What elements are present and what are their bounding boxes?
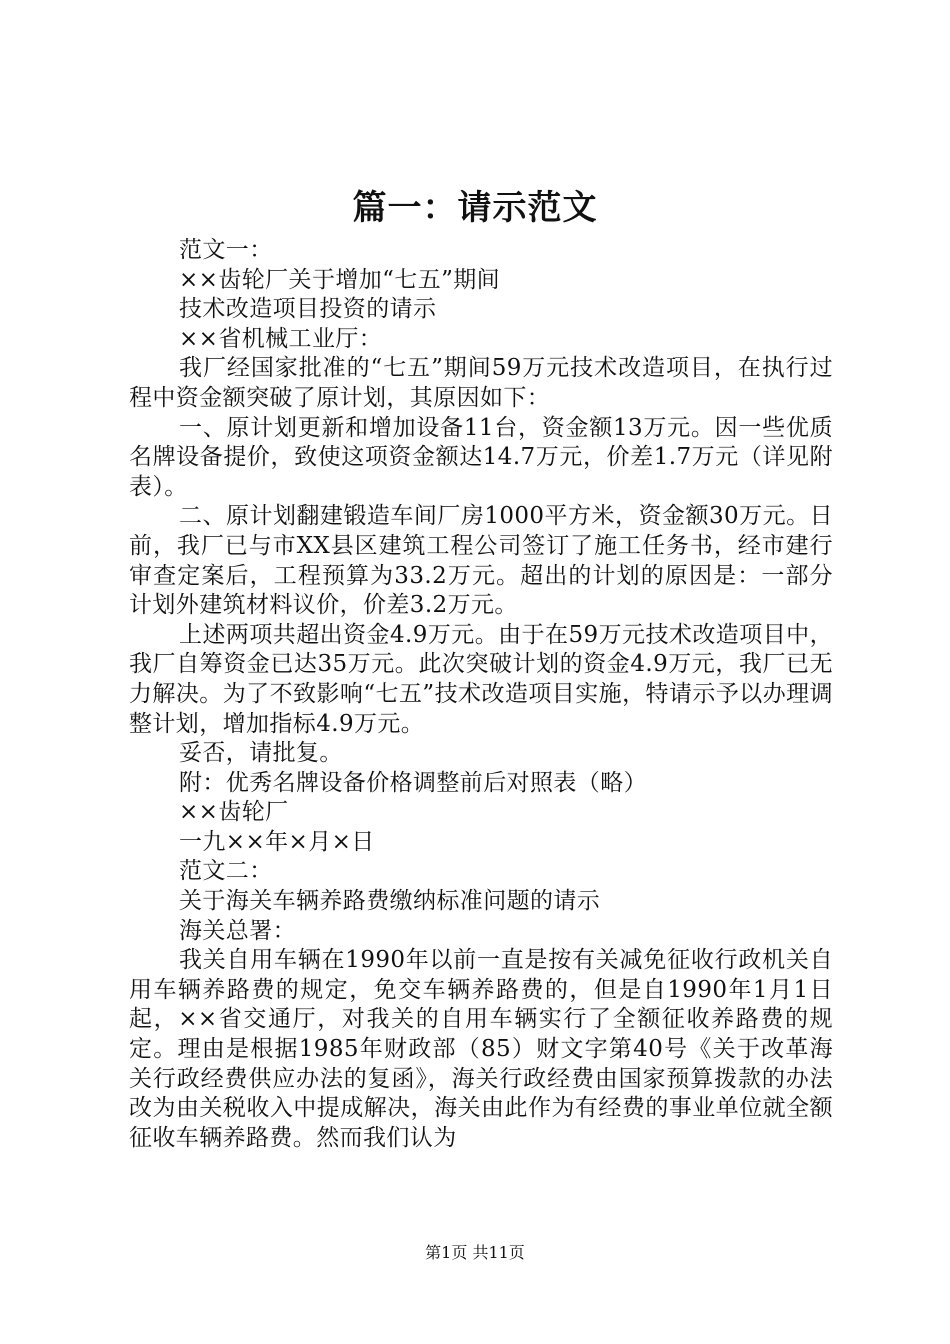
addressee: ××省机械工业厅： xyxy=(179,325,383,352)
page-title: 篇一：请示范文 xyxy=(352,188,598,228)
section-label: 范文二： xyxy=(179,858,273,885)
attachment-note: 附：优秀名牌设备价格调整前后对照表（略） xyxy=(179,769,647,796)
document-body xyxy=(129,236,833,1153)
body-paragraph: 一、原计划更新和增加设备11台，资金额13万元。因一些优质名牌设备提价，致使这项资金额达14.7万元，价差1.7万元（详见附表）。 xyxy=(129,414,833,500)
body-paragraph: 上述两项共超出资金4.9万元。由于在59万元技术改造项目中，我厂自筹资金已达35万元。此次突破计划的资金4.9万元，我厂已无力解决。为了不致影响“七五”技术改造项目实施，特请示予以办理调整计划，增加指标4.9万元。 xyxy=(129,621,833,737)
body-paragraph: 二、原计划翻建锻造车间厂房1000平方米，资金额30万元。日前，我厂已与市XX县区建筑工程公司签订了施工任务书，经市建行审查定案后，工程预算为33.2万元。超出的计划的原因是：一部分计划外建筑材料议价，价差3.2万元。 xyxy=(129,503,833,619)
request-title: 关于海关车辆养路费缴纳标准问题的请示 xyxy=(179,888,601,915)
section-label: 范文一： xyxy=(179,237,273,263)
addressee: 海关总署： xyxy=(179,917,296,944)
closing-line: 妥否，请批复。 xyxy=(179,740,343,767)
page-number-footer: 第1页 共11页 xyxy=(425,1243,525,1262)
request-title-line-2: 技术改造项目投资的请示 xyxy=(179,296,437,323)
body-paragraph: 我厂经国家批准的“七五”期间59万元技术改造项目，在执行过程中资金额突破了原计划，其原因如下： xyxy=(129,355,833,411)
date-line: 一九××年×月×日 xyxy=(179,828,375,855)
request-title-line-1: ××齿轮厂关于增加“七五”期间 xyxy=(179,266,501,293)
body-paragraph: 我关自用车辆在1990年以前一直是按有关减免征收行政机关自用车辆养路费的规定，免交车辆养路费的，但是自1990年1月1日起，××省交通厅，对我关的自用车辆实行了全额征收养路费的规定。理由是根据1985年财政部（85）财文字第40号《关于改革海关行政经费供应办法的复函》，海关行政经费由国家预算拨款的办法改为由关税收入中提成解决，海关由此作为有经费的事业单位就全额征收车辆养路费。然而我们认为 xyxy=(129,947,833,1151)
signature: ××齿轮厂 xyxy=(179,799,289,826)
